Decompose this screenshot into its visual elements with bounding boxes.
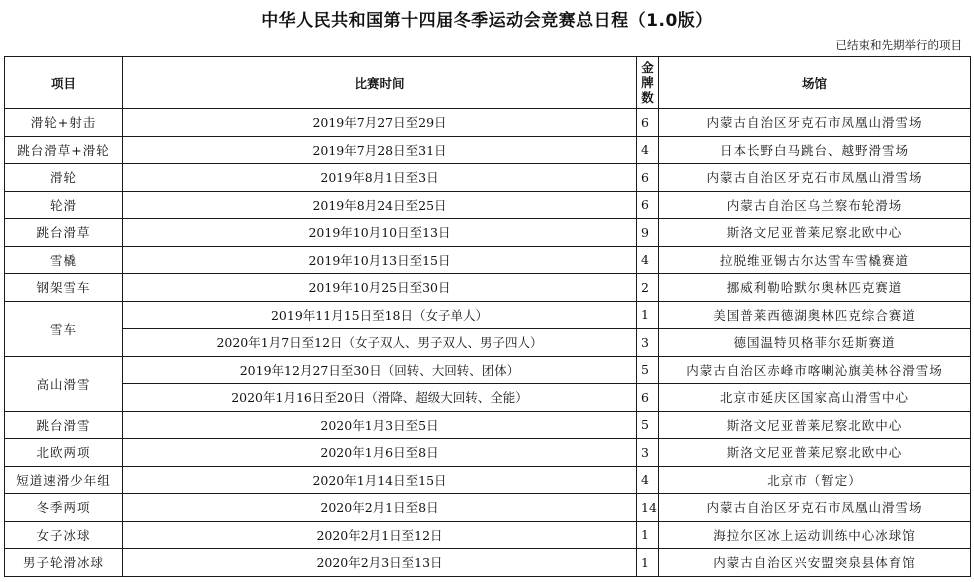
table-row [5,136,971,164]
venue-cell: 斯洛文尼亚普莱尼察北欧中心 [659,219,971,247]
table-row [5,466,971,494]
time-cell: 2019年8月24日至25日 [123,191,637,219]
time-cell: 2020年1月7日至12日（女子双人、男子双人、男子四人） [123,329,637,357]
event-cell: 滑轮 [5,164,123,192]
time-cell: 2020年2月1日至12日 [123,521,637,549]
medal-cell: 5 [637,356,659,384]
time-cell: 2020年1月16日至20日（滑降、超级大回转、全能） [123,384,637,412]
time-cell: 2019年8月1日至3日 [123,164,637,192]
venue-cell: 内蒙古自治区兴安盟突泉县体育馆 [659,549,971,577]
schedule-table [4,56,971,577]
table-row [5,219,971,247]
venue-cell: 挪威利勒哈默尔奥林匹克赛道 [659,274,971,302]
table-row [5,109,971,137]
event-cell: 女子冰球 [5,521,123,549]
event-cell: 跳台滑草 [5,219,123,247]
table-row [5,301,971,329]
medal-cell: 6 [637,164,659,192]
medal-cell: 4 [637,136,659,164]
venue-cell: 日本长野白马跳台、越野滑雪场 [659,136,971,164]
table-row [5,521,971,549]
medal-cell: 9 [637,219,659,247]
time-cell: 2020年1月3日至5日 [123,411,637,439]
venue-cell: 拉脱维亚锡古尔达雪车雪橇赛道 [659,246,971,274]
medal-cell: 1 [637,301,659,329]
table-row [5,356,971,384]
table-row [5,329,971,357]
event-cell: 冬季两项 [5,494,123,522]
table-row [5,494,971,522]
medal-cell: 6 [637,109,659,137]
time-cell: 2019年7月27日至29日 [123,109,637,137]
table-row [5,384,971,412]
time-cell: 2020年2月3日至13日 [123,549,637,577]
event-cell: 轮滑 [5,191,123,219]
table-row [5,549,971,577]
venue-cell: 内蒙古自治区乌兰察布轮滑场 [659,191,971,219]
medal-cell: 4 [637,466,659,494]
page-title: 中华人民共和国第十四届冬季运动会竞赛总日程（1.0版） [261,11,713,31]
table-row [5,246,971,274]
event-cell: 雪橇 [5,246,123,274]
time-cell: 2019年10月10日至13日 [123,219,637,247]
event-cell: 钢架雪车 [5,274,123,302]
medal-cell: 6 [637,191,659,219]
venue-cell: 北京市（暂定） [659,466,971,494]
event-cell: 跳台滑草+滑轮 [5,136,123,164]
table-row [5,411,971,439]
venue-cell: 内蒙古自治区赤峰市喀喇沁旗美林谷滑雪场 [659,356,971,384]
header-event: 项目 [5,57,123,109]
header-time: 比赛时间 [123,57,637,109]
time-cell: 2020年1月6日至8日 [123,439,637,467]
time-cell: 2019年11月15日至18日（女子单人） [123,301,637,329]
table-row [5,274,971,302]
time-cell: 2020年1月14日至15日 [123,466,637,494]
event-cell: 男子轮滑冰球 [5,549,123,577]
event-cell: 北欧两项 [5,439,123,467]
medal-cell: 3 [637,439,659,467]
medal-cell: 6 [637,384,659,412]
table-row [5,439,971,467]
venue-cell: 德国温特贝格菲尔廷斯赛道 [659,329,971,357]
venue-cell: 斯洛文尼亚普莱尼察北欧中心 [659,439,971,467]
note-text: 已结束和先期举行的项目 [835,38,962,52]
event-cell: 跳台滑雪 [5,411,123,439]
venue-cell: 斯洛文尼亚普莱尼察北欧中心 [659,411,971,439]
medal-cell: 14 [637,494,659,522]
time-cell: 2020年2月1日至8日 [123,494,637,522]
event-cell: 短道速滑少年组 [5,466,123,494]
venue-cell: 海拉尔区冰上运动训练中心冰球馆 [659,521,971,549]
venue-cell: 内蒙古自治区牙克石市凤凰山滑雪场 [659,164,971,192]
venue-cell: 北京市延庆区国家高山滑雪中心 [659,384,971,412]
medal-cell: 1 [637,521,659,549]
time-cell: 2019年7月28日至31日 [123,136,637,164]
venue-cell: 美国普莱西德湖奥林匹克综合赛道 [659,301,971,329]
venue-cell: 内蒙古自治区牙克石市凤凰山滑雪场 [659,494,971,522]
medal-cell: 5 [637,411,659,439]
event-cell: 高山滑雪 [5,356,123,411]
table-row [5,191,971,219]
table-header-row [5,57,971,109]
event-cell: 雪车 [5,301,123,356]
event-cell: 滑轮+射击 [5,109,123,137]
header-venue: 场馆 [659,57,971,109]
venue-cell: 内蒙古自治区牙克石市凤凰山滑雪场 [659,109,971,137]
header-medals: 金牌数 [637,57,659,109]
time-cell: 2019年10月13日至15日 [123,246,637,274]
medal-cell: 4 [637,246,659,274]
medal-cell: 2 [637,274,659,302]
time-cell: 2019年12月27日至30日（回转、大回转、团体） [123,356,637,384]
table-row [5,164,971,192]
time-cell: 2019年10月25日至30日 [123,274,637,302]
medal-cell: 3 [637,329,659,357]
medal-cell: 1 [637,549,659,577]
